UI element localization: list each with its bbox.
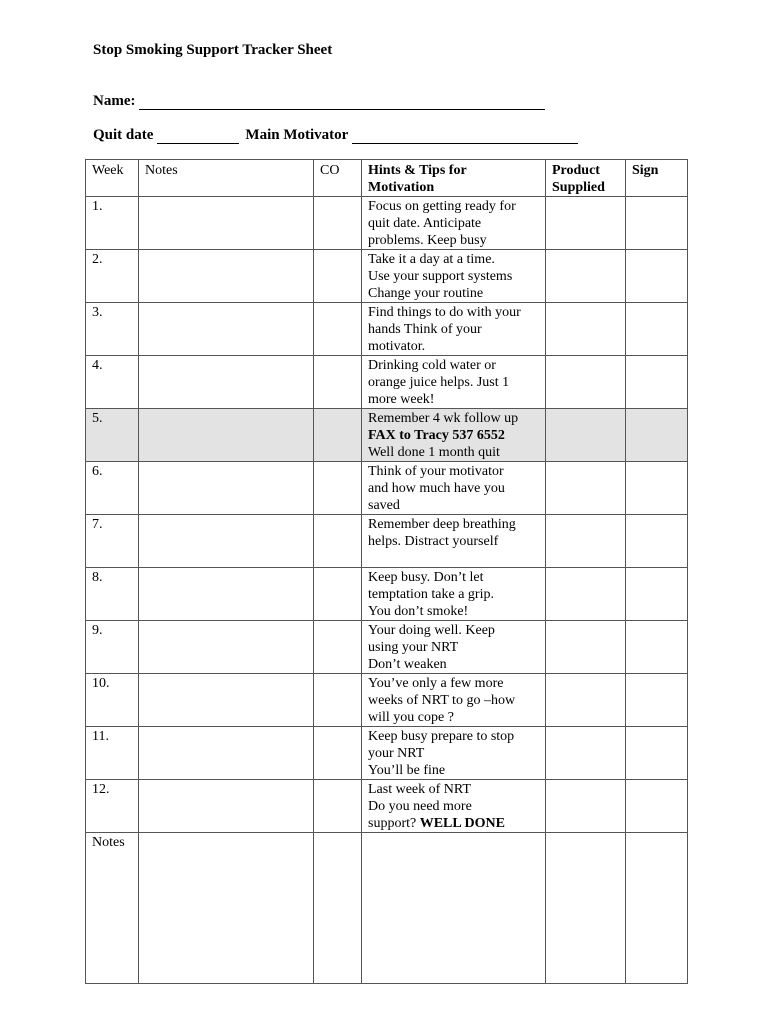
week-hints-cell — [362, 674, 546, 727]
week-notes-cell[interactable] — [139, 462, 314, 515]
hint-text: You’ll be fine — [368, 763, 446, 778]
week-hints-cell — [362, 197, 546, 250]
week-product-cell[interactable] — [546, 197, 626, 250]
hint-text: helps. Distract yourself — [368, 534, 499, 549]
week-sign-cell[interactable] — [626, 356, 688, 409]
week-co-cell[interactable] — [314, 674, 362, 727]
table-row — [86, 197, 688, 250]
hint-text: Remember deep breathing — [368, 517, 516, 532]
hint-text: You don’t smoke! — [368, 604, 469, 619]
quit-date-row — [93, 127, 578, 144]
tracker-body — [86, 197, 688, 984]
week-hints-cell — [362, 780, 546, 833]
week-number: 10. — [86, 674, 139, 727]
week-number: 3. — [86, 303, 139, 356]
week-number: 2. — [86, 250, 139, 303]
hint-line — [368, 728, 539, 745]
hint-text: saved — [368, 498, 400, 513]
week-number: 6. — [86, 462, 139, 515]
week-product-cell[interactable] — [546, 621, 626, 674]
hint-text: Well done 1 month quit — [368, 445, 500, 460]
week-product-cell[interactable] — [546, 727, 626, 780]
hint-line — [368, 603, 539, 620]
product-header-line1: Product — [552, 163, 600, 178]
hint-text: and how much have you — [368, 481, 505, 496]
co-header: CO — [314, 160, 362, 197]
week-sign-cell[interactable] — [626, 250, 688, 303]
week-notes-cell[interactable] — [139, 727, 314, 780]
week-number: 7. — [86, 515, 139, 568]
table-row — [86, 780, 688, 833]
week-co-cell[interactable] — [314, 462, 362, 515]
name-blank[interactable] — [139, 95, 545, 110]
week-notes-cell[interactable] — [139, 674, 314, 727]
notes-hints-cell[interactable] — [362, 833, 546, 984]
hint-line — [368, 762, 539, 779]
week-notes-cell[interactable] — [139, 780, 314, 833]
table-row — [86, 250, 688, 303]
table-row — [86, 515, 688, 568]
week-sign-cell[interactable] — [626, 674, 688, 727]
hint-line — [368, 480, 539, 497]
week-sign-cell[interactable] — [626, 568, 688, 621]
hint-text: You’ve only a few more — [368, 676, 504, 691]
hint-line — [368, 215, 539, 232]
notes-header: Notes — [139, 160, 314, 197]
hint-line — [368, 463, 539, 480]
hint-line — [368, 798, 539, 815]
week-hints-cell — [362, 303, 546, 356]
week-co-cell[interactable] — [314, 727, 362, 780]
week-number: 12. — [86, 780, 139, 833]
week-notes-cell[interactable] — [139, 409, 314, 462]
hint-line — [368, 781, 539, 798]
page-title: Stop Smoking Support Tracker Sheet — [93, 42, 333, 58]
hints-header-line1: Hints & Tips for — [368, 163, 467, 178]
hint-text: weeks of NRT to go –how — [368, 693, 516, 708]
table-row — [86, 462, 688, 515]
week-notes-cell[interactable] — [139, 621, 314, 674]
hint-text: Keep busy. Don’t let — [368, 570, 484, 585]
week-sign-cell[interactable] — [626, 462, 688, 515]
main-motivator-label: Main Motivator — [245, 127, 349, 143]
name-field-row — [93, 93, 545, 110]
table-row — [86, 621, 688, 674]
product-header — [546, 160, 626, 197]
week-hints-cell — [362, 462, 546, 515]
hint-text: Keep busy prepare to stop — [368, 729, 515, 744]
notes-cell[interactable] — [139, 833, 314, 984]
week-number: 11. — [86, 727, 139, 780]
hint-text: orange juice helps. Just 1 — [368, 375, 510, 390]
week-co-cell[interactable] — [314, 780, 362, 833]
week-hints-cell — [362, 568, 546, 621]
week-product-cell[interactable] — [546, 515, 626, 568]
notes-row-label: Notes — [86, 833, 139, 984]
hint-text: support? — [368, 816, 420, 831]
week-notes-cell[interactable] — [139, 303, 314, 356]
hint-line — [368, 427, 539, 444]
table-row — [86, 568, 688, 621]
hint-line — [368, 497, 539, 514]
hint-line — [368, 338, 539, 355]
week-header: Week — [86, 160, 139, 197]
week-product-cell[interactable] — [546, 409, 626, 462]
hint-text: more week! — [368, 392, 435, 407]
week-product-cell[interactable] — [546, 356, 626, 409]
hint-line — [368, 516, 539, 533]
week-product-cell[interactable] — [546, 250, 626, 303]
hint-line — [368, 198, 539, 215]
week-sign-cell[interactable] — [626, 197, 688, 250]
hint-text: Take it a day at a time. — [368, 252, 495, 267]
hint-line — [368, 656, 539, 673]
hint-line — [368, 232, 539, 249]
hint-line — [368, 304, 539, 321]
hint-text: your NRT — [368, 746, 425, 761]
week-co-cell[interactable] — [314, 515, 362, 568]
hint-line — [368, 321, 539, 338]
hint-text: using your NRT — [368, 640, 459, 655]
tracker-table — [85, 159, 688, 984]
week-co-cell[interactable] — [314, 409, 362, 462]
week-sign-cell[interactable] — [626, 303, 688, 356]
hints-header — [362, 160, 546, 197]
notes-row — [86, 833, 688, 984]
week-hints-cell — [362, 409, 546, 462]
table-row — [86, 409, 688, 462]
week-number: 5. — [86, 409, 139, 462]
week-number: 8. — [86, 568, 139, 621]
hint-line — [368, 268, 539, 285]
week-product-cell[interactable] — [546, 780, 626, 833]
week-product-cell[interactable] — [546, 303, 626, 356]
week-notes-cell[interactable] — [139, 250, 314, 303]
quit-date-label: Quit date — [93, 127, 154, 143]
table-row — [86, 727, 688, 780]
table-header-row — [86, 160, 688, 197]
hint-line — [368, 357, 539, 374]
week-sign-cell[interactable] — [626, 780, 688, 833]
hint-line — [368, 374, 539, 391]
table-row — [86, 356, 688, 409]
week-product-cell[interactable] — [546, 568, 626, 621]
notes-product-cell[interactable] — [546, 833, 626, 984]
hint-text: quit date. Anticipate — [368, 216, 482, 231]
hint-text: Think of your motivator — [368, 464, 504, 479]
hint-line — [368, 533, 539, 550]
table-row — [86, 674, 688, 727]
hint-line — [368, 285, 539, 302]
week-hints-cell — [362, 727, 546, 780]
week-co-cell[interactable] — [314, 356, 362, 409]
sign-header: Sign — [626, 160, 688, 197]
hint-line — [368, 622, 539, 639]
week-co-cell[interactable] — [314, 568, 362, 621]
hint-text: Do you need more — [368, 799, 472, 814]
week-notes-cell[interactable] — [139, 356, 314, 409]
hint-text: will you cope ? — [368, 710, 454, 725]
week-number: 9. — [86, 621, 139, 674]
week-hints-cell — [362, 621, 546, 674]
week-co-cell[interactable] — [314, 303, 362, 356]
week-number: 4. — [86, 356, 139, 409]
week-co-cell[interactable] — [314, 197, 362, 250]
week-hints-cell — [362, 515, 546, 568]
week-sign-cell[interactable] — [626, 409, 688, 462]
hint-text: motivator. — [368, 339, 426, 354]
hint-line — [368, 692, 539, 709]
hint-text: FAX to Tracy 537 6552 — [368, 428, 505, 443]
hint-text: Last week of NRT — [368, 782, 471, 797]
hint-line — [368, 410, 539, 427]
hint-text: Find things to do with your — [368, 305, 521, 320]
hint-text: problems. Keep busy — [368, 233, 487, 248]
hint-line — [368, 569, 539, 586]
quit-date-blank[interactable] — [157, 129, 239, 144]
week-product-cell[interactable] — [546, 674, 626, 727]
week-number: 1. — [86, 197, 139, 250]
name-label: Name: — [93, 93, 136, 109]
hint-line — [368, 586, 539, 603]
hint-line — [368, 391, 539, 408]
hint-text: temptation take a grip. — [368, 587, 494, 602]
hint-text: Focus on getting ready for — [368, 199, 516, 214]
week-notes-cell[interactable] — [139, 515, 314, 568]
week-co-cell[interactable] — [314, 621, 362, 674]
hint-text: hands Think of your — [368, 322, 482, 337]
week-notes-cell[interactable] — [139, 568, 314, 621]
product-header-line2: Supplied — [552, 180, 605, 195]
week-notes-cell[interactable] — [139, 197, 314, 250]
hint-text: Remember 4 wk follow up — [368, 411, 519, 426]
hint-text: Drinking cold water or — [368, 358, 496, 373]
hints-header-line2: Motivation — [368, 180, 435, 195]
hint-text: Your doing well. Keep — [368, 623, 495, 638]
hint-text: Change your routine — [368, 286, 484, 301]
week-hints-cell — [362, 356, 546, 409]
notes-co-cell[interactable] — [314, 833, 362, 984]
week-sign-cell[interactable] — [626, 727, 688, 780]
hint-line — [368, 444, 539, 461]
hint-line — [368, 709, 539, 726]
hint-line — [368, 815, 539, 832]
hint-text: Use your support systems — [368, 269, 513, 284]
table-row — [86, 303, 688, 356]
main-motivator-blank[interactable] — [352, 129, 578, 144]
week-sign-cell[interactable] — [626, 515, 688, 568]
hint-text: Don’t weaken — [368, 657, 447, 672]
hint-line — [368, 675, 539, 692]
week-co-cell[interactable] — [314, 250, 362, 303]
hint-line — [368, 251, 539, 268]
hint-bold-text: WELL DONE — [419, 816, 505, 831]
week-hints-cell — [362, 250, 546, 303]
week-sign-cell[interactable] — [626, 621, 688, 674]
hint-line — [368, 745, 539, 762]
week-product-cell[interactable] — [546, 462, 626, 515]
notes-sign-cell[interactable] — [626, 833, 688, 984]
hint-line — [368, 639, 539, 656]
